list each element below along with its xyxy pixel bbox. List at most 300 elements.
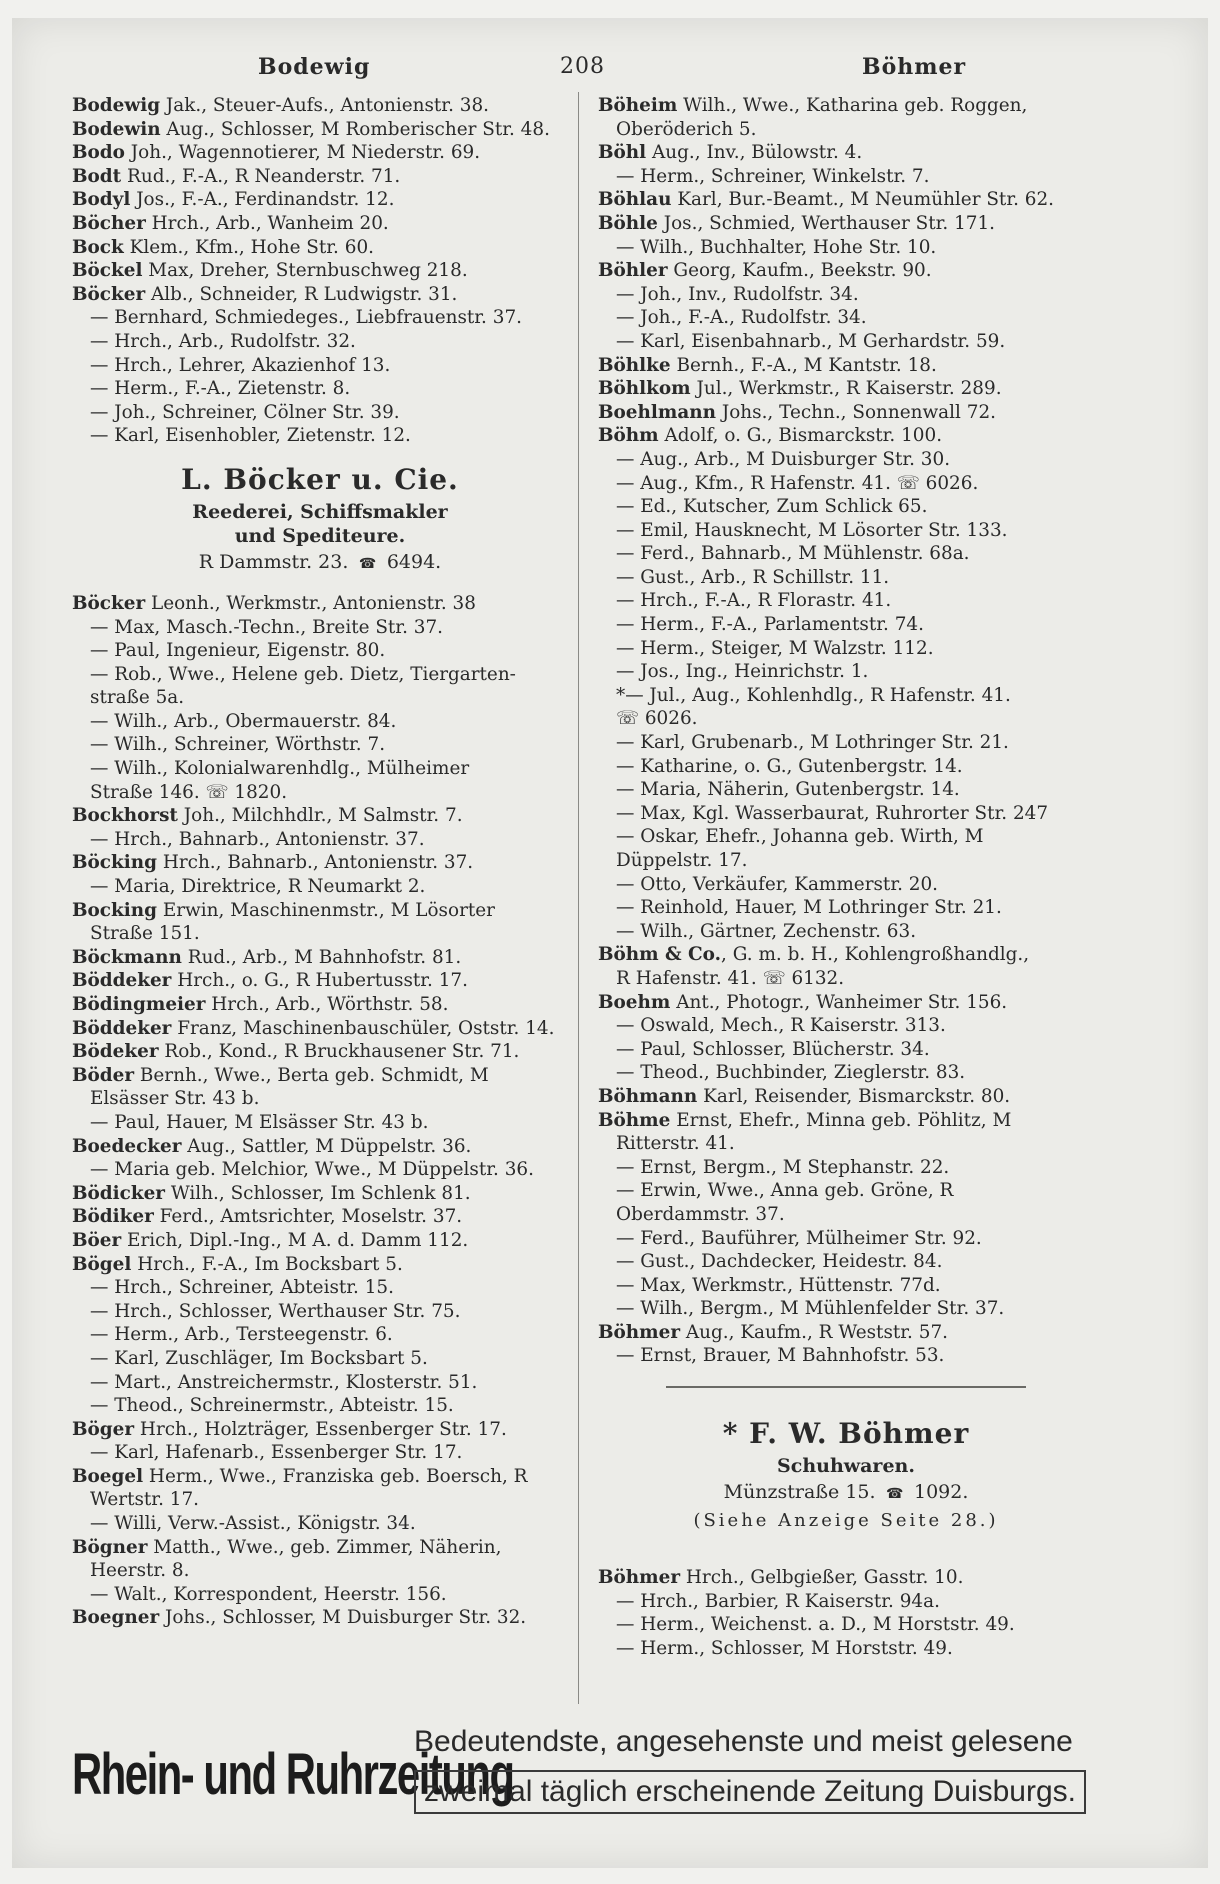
directory-entry bbox=[598, 896, 1094, 920]
directory-entry bbox=[72, 212, 568, 236]
left-column bbox=[72, 94, 568, 1630]
entry-details: — Herm., Weichenst. a. D., M Horststr. 49. bbox=[616, 1614, 1015, 1636]
directory-entry bbox=[72, 1276, 568, 1300]
entry-details: Ernst, Ehefr., Minna geb. Pöhlitz, M bbox=[670, 1109, 1012, 1131]
entry-surname: Böger bbox=[72, 1418, 135, 1440]
entry-details: Rob., Kond., R Bruckhausener Str. 71. bbox=[158, 1041, 520, 1063]
directory-entry bbox=[598, 566, 1094, 590]
entry-details: — Mart., Anstreichermstr., Klosterstr. 51. bbox=[90, 1371, 478, 1393]
right-entries-bottom bbox=[598, 1566, 1094, 1660]
directory-entry bbox=[72, 354, 568, 378]
entry-details: Adolf, o. G., Bismarckstr. 100. bbox=[658, 425, 943, 447]
entry-surname: Bödiker bbox=[72, 1206, 154, 1228]
entry-details: — Theod., Buchbinder, Zieglerstr. 83. bbox=[616, 1062, 966, 1084]
entry-details: Heerstr. 8. bbox=[90, 1560, 190, 1582]
telephone-icon: ☎ bbox=[881, 1486, 908, 1503]
entry-details: — Herm., Steiger, M Walzstr. 112. bbox=[616, 637, 934, 659]
entry-surname: Böhmer bbox=[598, 1567, 681, 1589]
entry-surname: Bodewig bbox=[72, 95, 161, 116]
directory-entry bbox=[598, 920, 1094, 944]
directory-entry bbox=[598, 165, 1094, 189]
entry-surname: Böer bbox=[72, 1229, 122, 1251]
directory-entry bbox=[598, 613, 1094, 637]
directory-entry bbox=[598, 472, 1094, 496]
entry-details: Hrch., Bahnarb., Antonienstr. 37. bbox=[156, 852, 474, 874]
directory-entry bbox=[72, 283, 568, 307]
directory-entry bbox=[72, 639, 568, 663]
directory-entry bbox=[72, 875, 568, 899]
entry-details: straße 5a. bbox=[90, 687, 185, 709]
entry-details: — Wilh., Gärtner, Zechenstr. 63. bbox=[616, 920, 917, 942]
entry-details: — Wilh., Arb., Obermauerstr. 84. bbox=[90, 710, 397, 732]
entry-surname: Böhlau bbox=[598, 189, 672, 211]
directory-entry bbox=[72, 1323, 568, 1347]
entry-details: — Walt., Korrespondent, Heerstr. 156. bbox=[90, 1583, 447, 1605]
entry-details: — Jos., Ing., Heinrichstr. 1. bbox=[616, 661, 869, 683]
directory-entry bbox=[72, 1512, 568, 1536]
directory-entry bbox=[598, 589, 1094, 613]
entry-details: — Herm., F.-A., Zietenstr. 8. bbox=[90, 378, 351, 400]
entry-details: Hrch., F.-A., Im Bocksbart 5. bbox=[131, 1253, 403, 1275]
directory-entry bbox=[598, 330, 1094, 354]
entry-surname: Böhle bbox=[598, 212, 658, 234]
entry-details: — Rob., Wwe., Helene geb. Dietz, Tiergarten- bbox=[90, 663, 516, 685]
directory-entry bbox=[72, 1371, 568, 1395]
entry-details: Joh., Wagennotierer, M Niederstr. 69. bbox=[124, 142, 481, 164]
ad-note: (Siehe Anzeige Seite 28.) bbox=[693, 1510, 999, 1532]
directory-entry bbox=[72, 899, 568, 923]
entry-details: Klem., Kfm., Hohe Str. 60. bbox=[123, 236, 374, 258]
directory-entry bbox=[72, 94, 568, 118]
entry-details: Alb., Schneider, R Ludwigstr. 31. bbox=[145, 283, 458, 305]
directory-entry bbox=[72, 141, 568, 165]
directory-entry bbox=[72, 804, 568, 828]
entry-details: Hrch., Gelbgießer, Gasstr. 10. bbox=[680, 1567, 964, 1589]
entry-surname: Bocking bbox=[72, 899, 157, 921]
directory-entry bbox=[72, 1418, 568, 1442]
directory-entry bbox=[72, 1488, 568, 1512]
directory-entry bbox=[72, 993, 568, 1017]
directory-entry bbox=[598, 1014, 1094, 1038]
directory-entry bbox=[598, 118, 1094, 142]
entry-details: — Hrch., Lehrer, Akazienhof 13. bbox=[90, 354, 391, 376]
entry-surname: Boedecker bbox=[72, 1135, 182, 1157]
entry-details: — Max, Werkmstr., Hüttenstr. 77d. bbox=[616, 1274, 941, 1296]
separator-rule bbox=[666, 1386, 1026, 1388]
entry-details: — Joh., Inv., Rudolfstr. 34. bbox=[616, 283, 859, 305]
ad-phone: 6494. bbox=[386, 550, 442, 573]
directory-entry bbox=[598, 1085, 1094, 1109]
directory-entry bbox=[598, 1132, 1094, 1156]
entry-details: Straße 146. ☏ 1820. bbox=[90, 781, 288, 803]
entry-surname: Böhm & Co. bbox=[598, 944, 722, 966]
directory-entry bbox=[598, 1203, 1094, 1227]
entry-details: — Wilh., Bergm., M Mühlenfelder Str. 37. bbox=[616, 1298, 1005, 1320]
directory-entry bbox=[72, 1087, 568, 1111]
directory-entry bbox=[598, 1179, 1094, 1203]
entry-details: Aug., Sattler, M Düppelstr. 36. bbox=[181, 1135, 472, 1157]
ad-address-line bbox=[598, 1478, 1094, 1508]
right-entries-top bbox=[598, 94, 1094, 1368]
entry-details: — Ed., Kutscher, Zum Schlick 65. bbox=[616, 496, 928, 518]
directory-entry bbox=[72, 1536, 568, 1560]
right-column bbox=[598, 94, 1094, 1660]
directory-entry bbox=[72, 710, 568, 734]
column-divider bbox=[578, 92, 579, 1704]
entry-details: — Hrch., Bahnarb., Antonienstr. 37. bbox=[90, 828, 425, 850]
entry-details: — Hrch., Barbier, R Kaiserstr. 94a. bbox=[616, 1590, 940, 1612]
directory-entry bbox=[598, 236, 1094, 260]
entry-details: Georg, Kaufm., Beekstr. 90. bbox=[667, 260, 932, 282]
entry-surname: Böcher bbox=[72, 212, 146, 234]
entry-details: Ant., Photogr., Wanheimer Str. 156. bbox=[670, 991, 1008, 1013]
directory-entry bbox=[598, 1227, 1094, 1251]
entry-details: — Karl, Eisenhobler, Zietenstr. 12. bbox=[90, 425, 411, 447]
entry-details: — Hrch., Arb., Rudolfstr. 32. bbox=[90, 330, 356, 352]
entry-details: — Joh., Schreiner, Cölner Str. 39. bbox=[90, 401, 400, 423]
ad-title: * F. W. Böhmer bbox=[722, 1417, 970, 1451]
directory-entry bbox=[72, 757, 568, 781]
directory-entry bbox=[598, 1613, 1094, 1637]
directory-entry bbox=[72, 1441, 568, 1465]
entry-details: — Max, Masch.-Techn., Breite Str. 37. bbox=[90, 616, 444, 638]
directory-entry bbox=[598, 448, 1094, 472]
entry-surname: Bodewin bbox=[72, 118, 161, 140]
directory-entry bbox=[598, 1321, 1094, 1345]
directory-entry bbox=[72, 236, 568, 260]
entry-details: Max, Dreher, Sternbuschweg 218. bbox=[142, 260, 468, 282]
entry-details: Straße 151. bbox=[90, 923, 200, 945]
entry-details: — Aug., Arb., M Duisburger Str. 30. bbox=[616, 448, 951, 470]
entry-details: Wertstr. 17. bbox=[90, 1489, 200, 1511]
ad-subtitle: Schuhwaren. bbox=[777, 1455, 915, 1478]
entry-details: — Karl, Grubenarb., M Lothringer Str. 21. bbox=[616, 732, 1009, 754]
directory-entry bbox=[598, 259, 1094, 283]
directory-entry bbox=[598, 94, 1094, 118]
entry-details: — Karl, Zuschläger, Im Bocksbart 5. bbox=[90, 1347, 428, 1369]
entry-details: — Ernst, Brauer, M Bahnhofstr. 53. bbox=[616, 1345, 945, 1367]
directory-entry bbox=[72, 1158, 568, 1182]
entry-details: — Bernhard, Schmiedeges., Liebfrauenstr. 37. bbox=[90, 307, 522, 329]
entry-details: — Karl, Hafenarb., Essenberger Str. 17. bbox=[90, 1442, 463, 1464]
boehmer-advertisement bbox=[598, 1414, 1094, 1534]
directory-entry bbox=[598, 354, 1094, 378]
entry-details: Johs., Techn., Sonnenwall 72. bbox=[716, 401, 997, 423]
entry-details: — Maria geb. Melchior, Wwe., M Düppelstr. 36. bbox=[90, 1159, 534, 1181]
entry-details: — Otto, Verkäufer, Kammerstr. 20. bbox=[616, 873, 939, 895]
directory-entry bbox=[72, 1606, 568, 1630]
directory-entry bbox=[72, 306, 568, 330]
entry-details: Leonh., Werkmstr., Antonienstr. 38 bbox=[145, 592, 476, 614]
entry-surname: Böcking bbox=[72, 852, 157, 874]
entry-surname: Boegner bbox=[72, 1607, 160, 1629]
boecker-advertisement bbox=[72, 460, 568, 578]
directory-entry bbox=[72, 1559, 568, 1583]
directory-entry bbox=[72, 946, 568, 970]
entry-details: *— Jul., Aug., Kohlenhdlg., R Hafenstr. 41. bbox=[616, 684, 1011, 706]
entry-details: Aug., Inv., Bülowstr. 4. bbox=[646, 142, 863, 164]
directory-entry bbox=[72, 118, 568, 142]
directory-entry bbox=[72, 1182, 568, 1206]
entry-surname: Boehm bbox=[598, 991, 671, 1013]
directory-entry bbox=[72, 1205, 568, 1229]
directory-entry bbox=[598, 212, 1094, 236]
entry-details: Hrch., Arb., Wanheim 20. bbox=[145, 212, 389, 234]
entry-details: Oberöderich 5. bbox=[616, 118, 757, 140]
entry-surname: Böhme bbox=[598, 1109, 671, 1131]
directory-entry bbox=[598, 684, 1094, 708]
directory-entry bbox=[598, 283, 1094, 307]
directory-entry bbox=[598, 873, 1094, 897]
directory-entry bbox=[72, 1300, 568, 1324]
banner-slogan bbox=[414, 1716, 1112, 1834]
entry-details: Bernh., Wwe., Berta geb. Schmidt, M bbox=[134, 1064, 489, 1086]
directory-entry bbox=[598, 707, 1094, 731]
ad-phone: 1092. bbox=[913, 1481, 969, 1504]
entry-details: ☏ 6026. bbox=[616, 708, 698, 730]
directory-entry bbox=[598, 967, 1094, 991]
entry-details: — Maria, Näherin, Gutenbergstr. 14. bbox=[616, 779, 960, 801]
entry-surname: Bögel bbox=[72, 1253, 132, 1275]
ad-address: Münzstraße 15. bbox=[723, 1481, 876, 1504]
entry-details: Elsässer Str. 43 b. bbox=[90, 1088, 260, 1110]
entry-details: Ferd., Amtsrichter, Moselstr. 37. bbox=[153, 1206, 463, 1228]
entry-details: — Ferd., Bahnarb., M Mühlenstr. 68a. bbox=[616, 543, 970, 565]
left-entries-bottom bbox=[72, 592, 568, 1630]
entry-surname: Boegel bbox=[72, 1465, 144, 1487]
directory-entry bbox=[598, 306, 1094, 330]
entry-details: , G. m. b. H., Kohlengroßhandlg., bbox=[721, 944, 1030, 966]
directory-entry bbox=[72, 1583, 568, 1607]
directory-entry bbox=[72, 1017, 568, 1041]
directory-entry bbox=[598, 825, 1094, 849]
directory-entry bbox=[598, 991, 1094, 1015]
entry-details: — Wilh., Kolonialwarenhdlg., Mülheimer bbox=[90, 758, 470, 780]
entry-details: — Theod., Schreinermstr., Abteistr. 15. bbox=[90, 1395, 454, 1417]
ad-address-line bbox=[72, 548, 568, 578]
directory-entry bbox=[72, 1465, 568, 1489]
directory-entry bbox=[72, 686, 568, 710]
entry-surname: Böhm bbox=[598, 425, 659, 447]
entry-details: Rud., Arb., M Bahnhofstr. 81. bbox=[181, 946, 462, 968]
entry-details: Jul., Werkmstr., R Kaiserstr. 289. bbox=[690, 378, 1002, 400]
entry-details: — Gust., Arb., R Schillstr. 11. bbox=[616, 566, 890, 588]
entry-details: — Oskar, Ehefr., Johanna geb. Wirth, M bbox=[616, 826, 984, 848]
directory-entry bbox=[598, 755, 1094, 779]
entry-surname: Böhmann bbox=[598, 1085, 698, 1107]
entry-surname: Boehlmann bbox=[598, 401, 716, 423]
banner-line-1: Bedeutendste, angesehenste und meist gelesene bbox=[414, 1725, 1073, 1758]
page-number: 208 bbox=[560, 54, 605, 79]
entry-details: Wilh., Schlosser, Im Schlenk 81. bbox=[165, 1182, 471, 1204]
entry-surname: Bödeker bbox=[72, 1041, 159, 1063]
directory-entry bbox=[598, 1566, 1094, 1590]
newspaper-banner bbox=[72, 1716, 1112, 1834]
directory-entry bbox=[72, 616, 568, 640]
ad-line-1: Reederei, Schiffsmakler bbox=[192, 500, 448, 523]
directory-entry bbox=[72, 424, 568, 448]
entry-surname: Böhl bbox=[598, 142, 647, 164]
entry-surname: Böhmer bbox=[598, 1321, 681, 1343]
entry-details: Erwin, Maschinenmstr., M Lösorter bbox=[156, 899, 495, 921]
directory-entry bbox=[72, 828, 568, 852]
entry-surname: Bödicker bbox=[72, 1182, 165, 1204]
directory-entry bbox=[598, 188, 1094, 212]
directory-entry bbox=[72, 1347, 568, 1371]
entry-details: — Willi, Verw.-Assist., Königstr. 34. bbox=[90, 1513, 416, 1535]
entry-surname: Böder bbox=[72, 1064, 135, 1086]
entry-surname: Bögner bbox=[72, 1536, 148, 1558]
directory-entry bbox=[72, 1111, 568, 1135]
entry-surname: Böheim bbox=[598, 95, 678, 116]
entry-details: Aug., Schlosser, M Romberischer Str. 48. bbox=[160, 118, 550, 140]
directory-entry bbox=[72, 851, 568, 875]
entry-details: Herm., Wwe., Franziska geb. Boersch, R bbox=[143, 1465, 528, 1487]
directory-entry bbox=[598, 519, 1094, 543]
entry-surname: Bodo bbox=[72, 142, 125, 164]
entry-surname: Böhler bbox=[598, 260, 668, 282]
directory-entry bbox=[72, 401, 568, 425]
entry-details: — Maria, Direktrice, R Neumarkt 2. bbox=[90, 876, 426, 898]
entry-surname: Böckel bbox=[72, 260, 143, 282]
entry-surname: Bockhorst bbox=[72, 805, 178, 827]
directory-entry bbox=[72, 377, 568, 401]
directory-entry bbox=[598, 1590, 1094, 1614]
entry-surname: Böddeker bbox=[72, 1017, 172, 1039]
directory-entry bbox=[598, 1250, 1094, 1274]
directory-entry bbox=[72, 1064, 568, 1088]
entry-details: — Herm., Schreiner, Winkelstr. 7. bbox=[616, 165, 930, 187]
entry-details: Johs., Schlosser, M Duisburger Str. 32. bbox=[159, 1607, 527, 1629]
directory-entry bbox=[72, 330, 568, 354]
entry-surname: Bock bbox=[72, 236, 124, 258]
entry-details: Joh., Milchhdlr., M Salmstr. 7. bbox=[177, 805, 463, 827]
directory-entry bbox=[598, 731, 1094, 755]
directory-entry bbox=[72, 1394, 568, 1418]
entry-details: — Max, Kgl. Wasserbaurat, Ruhrorter Str. 247 bbox=[616, 802, 1049, 824]
directory-entry bbox=[72, 663, 568, 687]
directory-entry bbox=[598, 1344, 1094, 1368]
entry-surname: Böddeker bbox=[72, 970, 172, 992]
directory-entry bbox=[598, 542, 1094, 566]
directory-entry bbox=[72, 1253, 568, 1277]
entry-details: — Gust., Dachdecker, Heidestr. 84. bbox=[616, 1251, 943, 1273]
entry-details: Hrch., Arb., Wörthstr. 58. bbox=[205, 994, 449, 1015]
entry-surname: Böhlke bbox=[598, 354, 671, 376]
entry-details: Ritterstr. 41. bbox=[616, 1133, 735, 1155]
entry-details: — Ferd., Bauführer, Mülheimer Str. 92. bbox=[616, 1227, 982, 1249]
telephone-icon: ☎ bbox=[354, 555, 381, 572]
directory-entry bbox=[598, 1297, 1094, 1321]
directory-entry bbox=[598, 495, 1094, 519]
entry-details: Hrch., Holzträger, Essenberger Str. 17. bbox=[134, 1418, 507, 1440]
entry-details: — Aug., Kfm., R Hafenstr. 41. ☏ 6026. bbox=[616, 472, 979, 494]
directory-entry bbox=[72, 969, 568, 993]
entry-surname: Böckmann bbox=[72, 946, 182, 968]
entry-details: — Paul, Schlosser, Blücherstr. 34. bbox=[616, 1038, 930, 1060]
directory-entry bbox=[72, 188, 568, 212]
directory-entry bbox=[598, 1038, 1094, 1062]
directory-entry bbox=[72, 922, 568, 946]
directory-entry bbox=[72, 165, 568, 189]
entry-details: — Hrch., F.-A., R Florastr. 41. bbox=[616, 590, 892, 612]
entry-details: Bernh., F.-A., M Kantstr. 18. bbox=[670, 354, 937, 376]
entry-details: — Herm., F.-A., Parlamentstr. 74. bbox=[616, 614, 924, 636]
entry-surname: Bodt bbox=[72, 165, 122, 187]
entry-details: — Karl, Eisenbahnarb., M Gerhardstr. 59. bbox=[616, 330, 1006, 352]
entry-surname: Böhlkom bbox=[598, 378, 691, 400]
entry-details: — Joh., F.-A., Rudolfstr. 34. bbox=[616, 307, 867, 329]
directory-entry bbox=[72, 781, 568, 805]
entry-details: — Katharine, o. G., Gutenbergstr. 14. bbox=[616, 755, 963, 777]
directory-entry bbox=[598, 401, 1094, 425]
entry-details: Hrch., o. G., R Hubertusstr. 17. bbox=[171, 970, 468, 992]
entry-details: — Herm., Schlosser, M Horststr. 49. bbox=[616, 1637, 953, 1659]
entry-details: Aug., Kaufm., R Weststr. 57. bbox=[680, 1321, 948, 1343]
entry-details: — Wilh., Buchhalter, Hohe Str. 10. bbox=[616, 236, 937, 258]
entry-details: Oberdammstr. 37. bbox=[616, 1203, 785, 1225]
entry-details: — Paul, Hauer, M Elsässer Str. 43 b. bbox=[90, 1111, 429, 1133]
entry-details: — Herm., Arb., Tersteegenstr. 6. bbox=[90, 1324, 393, 1346]
entry-surname: Böcker bbox=[72, 592, 146, 614]
entry-details: R Hafenstr. 41. ☏ 6132. bbox=[616, 967, 845, 989]
directory-entry bbox=[72, 259, 568, 283]
entry-details: — Reinhold, Hauer, M Lothringer Str. 21. bbox=[616, 897, 1002, 919]
directory-entry bbox=[598, 778, 1094, 802]
directory-entry bbox=[598, 1156, 1094, 1180]
directory-entry bbox=[598, 802, 1094, 826]
entry-details: Jak., Steuer-Aufs., Antonienstr. 38. bbox=[160, 95, 490, 116]
entry-details: — Wilh., Schreiner, Wörthstr. 7. bbox=[90, 734, 386, 756]
entry-details: Jos., Schmied, Werthauser Str. 171. bbox=[657, 212, 996, 234]
entry-surname: Bodyl bbox=[72, 189, 131, 211]
entry-details: Wilh., Wwe., Katharina geb. Roggen, bbox=[677, 95, 1028, 116]
entry-details: — Hrch., Schlosser, Werthauser Str. 75. bbox=[90, 1300, 461, 1322]
directory-entry bbox=[598, 849, 1094, 873]
ad-address: R Dammstr. 23. bbox=[198, 550, 349, 573]
directory-entry bbox=[598, 943, 1094, 967]
entry-details: — Emil, Hausknecht, M Lösorter Str. 133. bbox=[616, 519, 1008, 541]
directory-entry bbox=[598, 637, 1094, 661]
entry-details: Erich, Dipl.-Ing., M A. d. Damm 112. bbox=[121, 1229, 469, 1251]
entry-details: Rud., F.-A., R Neanderstr. 71. bbox=[121, 165, 401, 187]
ad-title: L. Böcker u. Cie. bbox=[181, 462, 459, 496]
ad-line-2: und Spediteure. bbox=[234, 524, 406, 547]
entry-details: Karl, Reisender, Bismarckstr. 80. bbox=[697, 1085, 1011, 1107]
entry-details: — Paul, Ingenieur, Eigenstr. 80. bbox=[90, 640, 386, 662]
entry-details: — Erwin, Wwe., Anna geb. Gröne, R bbox=[616, 1180, 954, 1202]
directory-entry bbox=[598, 424, 1094, 448]
header-right-keyword: Böhmer bbox=[862, 54, 967, 80]
entry-details: — Ernst, Bergm., M Stephanstr. 22. bbox=[616, 1156, 950, 1178]
entry-surname: Bödingmeier bbox=[72, 994, 206, 1015]
directory-entry bbox=[598, 1109, 1094, 1133]
entry-details: Karl, Bur.-Beamt., M Neumühler Str. 62. bbox=[671, 189, 1055, 211]
entry-details: Düppelstr. 17. bbox=[616, 850, 748, 871]
banner-title: Rhein- und Ruhrzeitung bbox=[72, 1742, 514, 1807]
directory-entry bbox=[72, 1135, 568, 1159]
entry-details: — Hrch., Schreiner, Abteistr. 15. bbox=[90, 1277, 394, 1299]
directory-entry bbox=[598, 1274, 1094, 1298]
header-left-keyword: Bodewig bbox=[258, 54, 371, 80]
entry-details: Matth., Wwe., geb. Zimmer, Näherin, bbox=[147, 1536, 502, 1558]
directory-entry bbox=[72, 1229, 568, 1253]
banner-line-2: zweimal täglich erscheinende Zeitung Duisburgs. bbox=[414, 1770, 1086, 1814]
directory-entry bbox=[598, 141, 1094, 165]
directory-entry bbox=[72, 592, 568, 616]
left-entries-top bbox=[72, 94, 568, 448]
entry-details: Jos., F.-A., Ferdinandstr. 12. bbox=[130, 189, 395, 211]
